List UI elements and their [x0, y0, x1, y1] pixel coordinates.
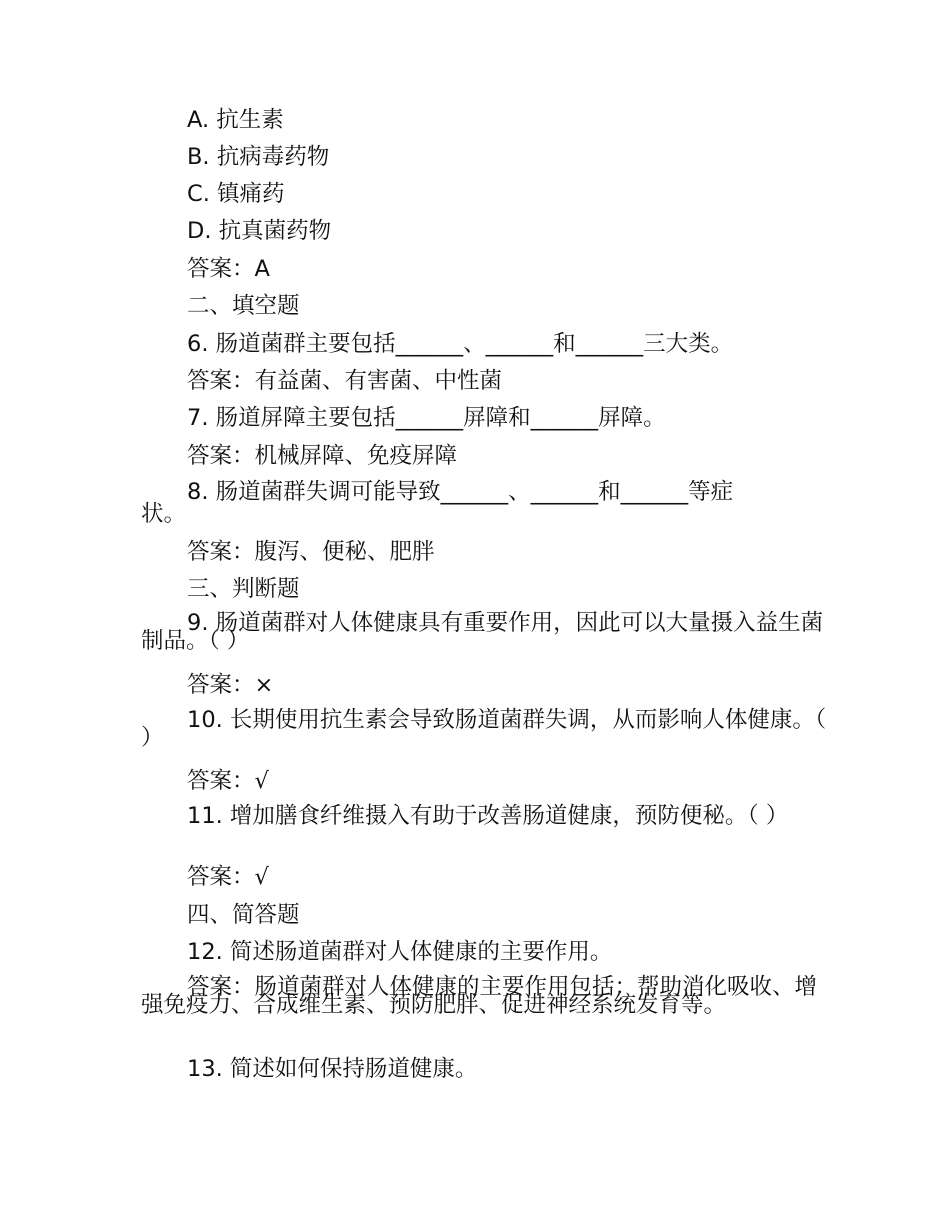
- option-b: B. 抗病毒药物: [187, 144, 330, 170]
- question-12: 12. 简述肠道菌群对人体健康的主要作用。: [187, 939, 613, 965]
- answer-8: 答案：腹泻、便秘、肥胖: [187, 539, 435, 565]
- answer-6: 答案：有益菌、有害菌、中性菌: [187, 368, 503, 394]
- answer-5: 答案：A: [187, 256, 270, 282]
- question-6: 6. 肠道菌群主要包括______、______和______三大类。: [187, 331, 734, 357]
- question-9: 9. 肠道菌群对人体健康具有重要作用，因此可以大量摄入益生菌制品。（ ）: [141, 610, 824, 654]
- answer-11: 答案：√: [187, 864, 269, 890]
- section-heading-short-answer: 四、简答题: [187, 902, 300, 928]
- question-8: 8. 肠道菌群失调可能导致______、______和______等症状。: [141, 479, 734, 527]
- answer-12: 答案：肠道菌群对人体健康的主要作用包括：帮助消化吸收、增强免疫力、合成维生素、预防肥胖、促进神经系统发育等。: [141, 974, 818, 1018]
- option-d: D. 抗真菌药物: [187, 218, 332, 244]
- answer-9: 答案：×: [187, 672, 274, 698]
- option-c: C. 镇痛药: [187, 181, 285, 207]
- section-heading-fill-in: 二、填空题: [187, 293, 300, 319]
- option-a: A. 抗生素: [187, 107, 284, 133]
- question-13: 13. 简述如何保持肠道健康。: [187, 1056, 478, 1082]
- answer-10: 答案：√: [187, 768, 269, 794]
- answer-7: 答案：机械屏障、免疫屏障: [187, 443, 458, 469]
- question-11: 11. 增加膳食纤维摄入有助于改善肠道健康，预防便秘。（ ）: [187, 803, 789, 829]
- question-7: 7. 肠道屏障主要包括______屏障和______屏障。: [187, 405, 666, 431]
- question-10: 10. 长期使用抗生素会导致肠道菌群失调，从而影响人体健康。（ ）: [141, 707, 827, 751]
- section-heading-true-false: 三、判断题: [187, 576, 300, 602]
